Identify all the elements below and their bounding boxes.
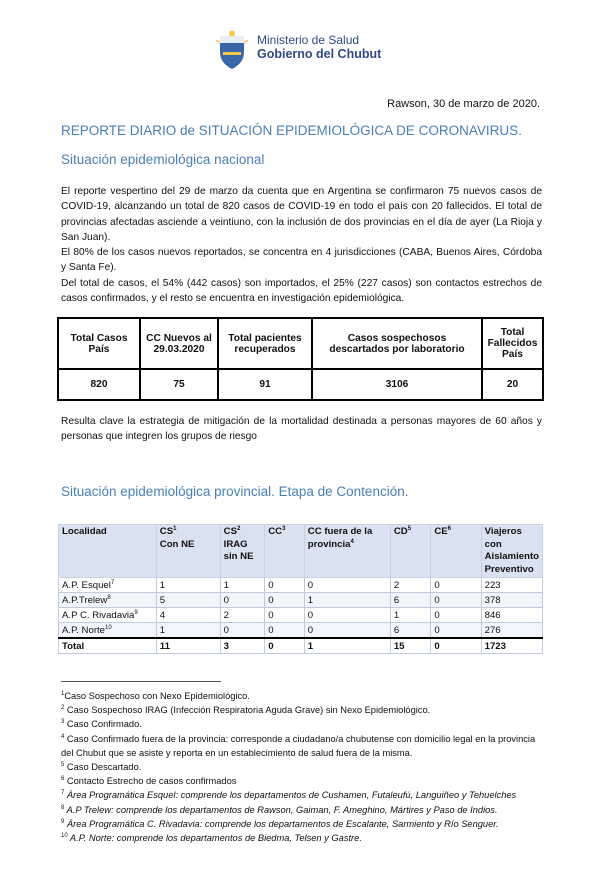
cell-value: 0 <box>431 623 481 639</box>
cell-value: 0 <box>304 578 390 593</box>
total-label: Total <box>59 638 157 654</box>
footnote-text: Caso Sospechoso con Nexo Epidemiológico. <box>64 691 250 701</box>
table-total-row <box>59 638 543 654</box>
cell-value: 846 <box>481 608 542 623</box>
cell-value: 0 <box>431 593 481 608</box>
localidad-sup: 10 <box>105 624 112 631</box>
footnote-number: 9 <box>61 818 65 825</box>
header-total-casos: Total Casos País <box>58 318 140 369</box>
footnote-number: 10 <box>61 832 68 839</box>
col-ce <box>431 525 481 578</box>
footnote-item <box>61 732 543 760</box>
footnote-number: 6 <box>61 776 65 783</box>
footnote-number: 1 <box>61 690 65 697</box>
col-cc-sup: 3 <box>282 525 286 532</box>
total-value: 11 <box>156 638 220 654</box>
localidad-label: A.P. Norte <box>62 624 106 636</box>
col-cd-label: CD <box>393 526 408 537</box>
cell-value: 0 <box>304 623 390 639</box>
footnote-text: A.P. Norte: comprende los departamentos de Biedma, Telsen y Gastre. <box>67 833 362 844</box>
footnote-text: Contacto Estrecho de casos confirmados <box>64 776 237 787</box>
cell-value: 0 <box>220 623 265 639</box>
cell-value: 276 <box>481 623 542 639</box>
table-header-row <box>58 318 543 369</box>
col-ccf-sup: 4 <box>350 538 354 545</box>
table-row <box>58 369 543 400</box>
col-cs2-sup: 2 <box>236 525 241 532</box>
footnote-text: Caso Sospechoso IRAG (Infección Respiratoria Aguda Grave) sin Nexo Epidemiológico. <box>64 705 431 716</box>
cell-localidad <box>59 593 157 608</box>
cell-value: 6 <box>390 623 431 639</box>
header-descartados: Casos sospechosos descartados por laboratorio <box>312 318 482 369</box>
col-cc-fuera <box>304 525 390 578</box>
footnote-number: 3 <box>61 719 65 726</box>
footnote-item <box>61 774 543 788</box>
provincial-heading: Situación epidemiológica provincial. Etapa de Contención. <box>61 484 409 499</box>
footnote-item <box>61 760 543 774</box>
header-recuperados: Total pacientes recuperados <box>218 318 312 369</box>
national-paragraph-3: Del total de casos, el 54% (442 casos) son importados, el 25% (227 casos) son contactos estrechos de casos confirmados, y el resto se encuentra en investigación epidemiológica. <box>61 277 542 305</box>
cell-value: 378 <box>481 593 542 608</box>
national-heading: Situación epidemiológica nacional <box>61 152 265 167</box>
footnote-text: Caso Confirmado. <box>64 719 142 730</box>
national-conclusion: Resulta clave la estrategia de mitigación de la mortalidad destinada a personas mayores de 60 años y personas que integren los grupos de riesgo <box>61 416 542 443</box>
national-summary-table <box>57 317 544 401</box>
footnote-item <box>61 831 543 845</box>
col-cs <box>156 525 220 578</box>
value-cc-nuevos: 75 <box>140 369 218 400</box>
cell-value: 0 <box>265 623 305 639</box>
cell-localidad <box>59 578 157 593</box>
footnote-number: 5 <box>61 761 65 768</box>
col-cs-sub: Con NE <box>159 538 195 550</box>
cell-value: 0 <box>265 578 305 593</box>
col-viajeros: Viajeros con Aislamiento Preventivo <box>481 525 542 578</box>
total-value: 0 <box>265 638 305 654</box>
cell-value: 223 <box>481 578 542 593</box>
footnote-text: Área Programática C. Rivadavia: comprende los departamentos de Escalante, Sarmiento y Río Senguer. <box>64 818 499 829</box>
localidad-label: A.P C. Rivadavia <box>62 609 135 621</box>
cell-value: 5 <box>156 593 220 608</box>
footnote-item <box>61 817 543 831</box>
footnote-number: 4 <box>61 733 65 740</box>
localidad-sup: 9 <box>134 609 138 616</box>
cell-value: 0 <box>265 593 305 608</box>
footnote-number: 8 <box>61 804 65 811</box>
cell-value: 1 <box>304 593 390 608</box>
cell-value: 1 <box>156 578 220 593</box>
footnote-text: Caso Confirmado fuera de la provincia: corresponde a ciudadano/a chubutense con domicilio legal en la provincia del Chubut que se asiste y reporta en un establecimiento de salud fuera de la misma. <box>61 733 536 758</box>
footnote-item <box>61 788 543 802</box>
table-row <box>59 623 543 639</box>
value-fallecidos: 20 <box>482 369 543 400</box>
table-row <box>59 578 543 593</box>
footnote-number: 7 <box>61 790 65 797</box>
national-text <box>61 184 542 306</box>
col-localidad: Localidad <box>59 525 157 578</box>
cell-localidad <box>59 608 157 623</box>
col-cc <box>265 525 305 578</box>
col-cc-label: CC <box>268 526 283 537</box>
col-ce-label: CE <box>434 526 448 537</box>
value-recuperados: 91 <box>218 369 312 400</box>
localidad-sup: 7 <box>110 579 115 586</box>
table-row <box>59 593 543 608</box>
footnote-number: 2 <box>61 705 65 712</box>
cell-value: 0 <box>265 608 305 623</box>
footnote-item <box>61 689 543 703</box>
col-cs-label: CS <box>159 526 174 537</box>
footnote-item <box>61 703 543 717</box>
cell-value: 0 <box>431 608 481 623</box>
col-cd <box>390 525 431 578</box>
col-cs2 <box>220 525 265 578</box>
cell-value: 1 <box>156 623 220 639</box>
localidad-label: A.P. Esquel <box>62 579 111 591</box>
page-title: REPORTE DIARIO de SITUACIÓN EPIDEMIOLÓGICA DE CORONAVIRUS. <box>61 123 522 138</box>
footnote-text: Caso Descartado. <box>64 762 142 773</box>
total-value: 15 <box>390 638 431 654</box>
col-ce-sup: 6 <box>447 525 452 532</box>
cell-value: 6 <box>390 593 431 608</box>
footnote-item <box>61 803 543 817</box>
national-paragraph-1: El reporte vespertino del 29 de marzo da cuenta que en Argentina se confirmaron 75 nuevos casos de COVID-19, alcanzando un total de 820 casos de COVID-19 en todo el país con 20 fallecidos. El total de provincias afectadas asciende a veintiuno, con la inclusión de dos provincias en el día de ayer (La Rioja y San Juan). <box>61 186 542 243</box>
national-paragraph-2: El 80% de los casos nuevos reportados, se concentra en 4 jurisdicciones (CABA, Buenos Aires, Córdoba y Santa Fe). <box>61 247 542 274</box>
cell-value: 1 <box>390 608 431 623</box>
table-header-row <box>59 525 543 578</box>
cell-value: 0 <box>220 593 265 608</box>
col-cd-sup: 5 <box>407 525 412 532</box>
footnote-divider <box>61 681 221 682</box>
table-row <box>59 608 543 623</box>
org-ministry: Ministerio de Salud <box>257 33 360 47</box>
col-cs2-sub1: IRAG <box>223 538 248 550</box>
value-descartados: 3106 <box>312 369 482 400</box>
total-value: 3 <box>220 638 265 654</box>
total-value: 0 <box>431 638 481 654</box>
footnote-text: A.P Trelew: comprende los departamentos de Rawson, Gaiman, F. Ameghino, Mártires y Paso de Indios. <box>64 804 498 815</box>
cell-value: 0 <box>431 578 481 593</box>
cell-localidad <box>59 623 157 639</box>
header-cc-nuevos: CC Nuevos al 29.03.2020 <box>140 318 218 369</box>
footnotes <box>61 689 543 845</box>
provincial-table <box>58 524 543 654</box>
col-cs2-label: CS <box>223 526 237 537</box>
value-total-casos: 820 <box>58 369 140 400</box>
cell-value: 1 <box>220 578 265 593</box>
col-cs2-sub2: sin NE <box>223 551 254 562</box>
cell-value: 2 <box>220 608 265 623</box>
col-ccf-label: CC fuera de la provincia <box>307 526 373 550</box>
total-value: 1 <box>304 638 390 654</box>
cell-value: 2 <box>390 578 431 593</box>
org-government: Gobierno del Chubut <box>257 47 382 61</box>
header-fallecidos: Total Fallecidos País <box>482 318 543 369</box>
cell-value: 0 <box>304 608 390 623</box>
total-value: 1723 <box>481 638 542 654</box>
col-cs-sup: 1 <box>173 525 177 532</box>
cell-value: 4 <box>156 608 220 623</box>
footnote-text: Área Programática Esquel: comprende los departamentos de Cushamen, Futaleufú, Languiñeo y Tehuelches <box>64 790 517 801</box>
chubut-shield-icon <box>214 30 250 70</box>
report-date: Rawson, 30 de marzo de 2020. <box>387 98 540 110</box>
localidad-sup: 8 <box>107 594 111 601</box>
localidad-label: A.P.Trelew <box>62 594 108 606</box>
footnote-item <box>61 717 543 731</box>
